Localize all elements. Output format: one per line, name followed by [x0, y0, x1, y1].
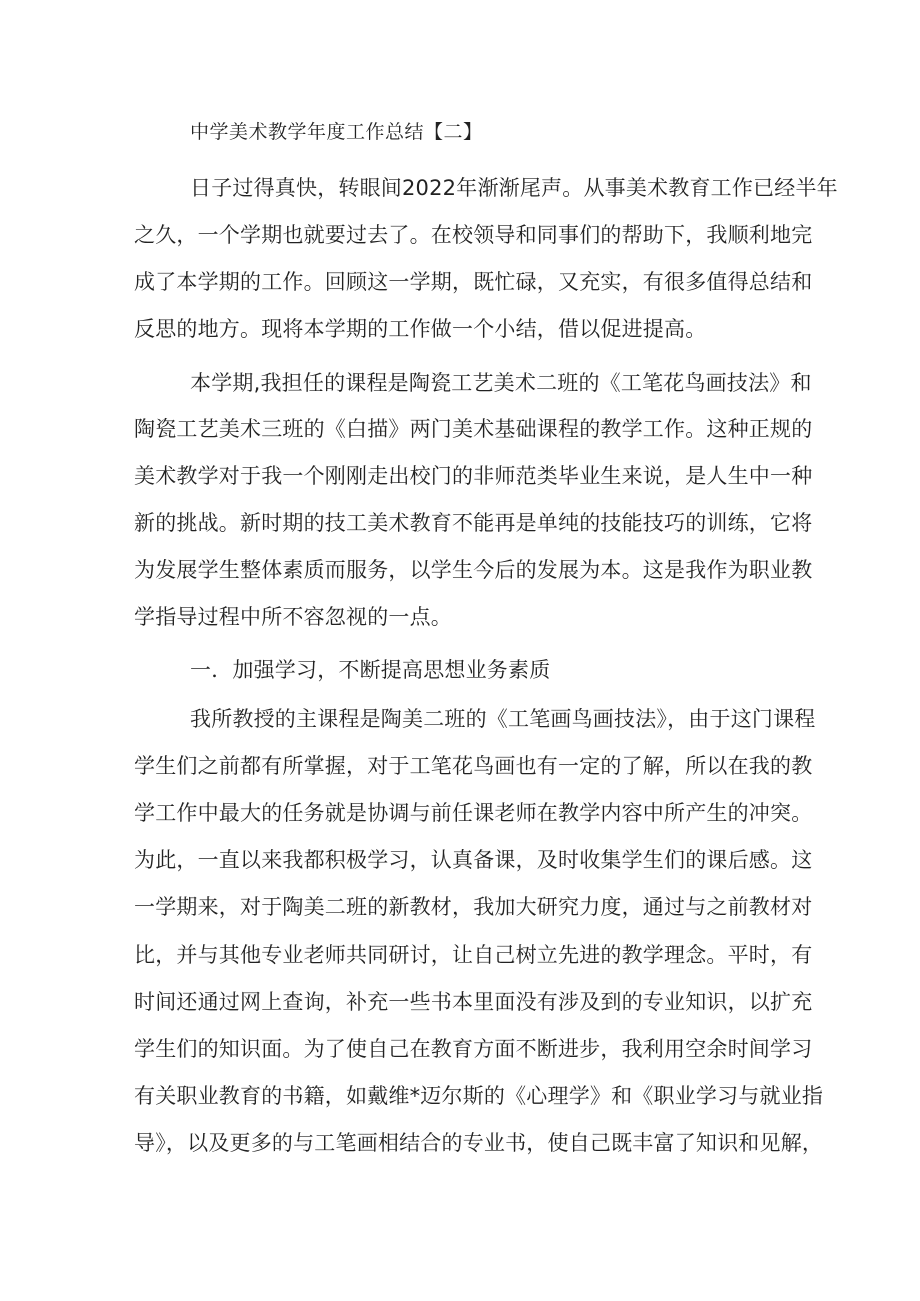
paragraph-line: 日子过得真快，转眼间2022年渐渐尾声。从事美术教育工作已经半年 — [190, 176, 838, 200]
paragraph-line: 美术教学对于我一个刚刚走出校门的非师范类毕业生来说，是人生中一种 — [134, 464, 813, 488]
paragraph-line: 比，并与其他专业老师共同研讨，让自己树立先进的教学理念。平时，有 — [134, 943, 813, 967]
paragraph-line: 为发展学生整体素质而服务，以学生今后的发展为本。这是我作为职业教 — [134, 558, 813, 582]
paragraph-line: 本学期,我担任的课程是陶瓷工艺美术二班的《工笔花鸟画技法》和 — [190, 371, 812, 395]
paragraph-line: 学生们之前都有所掌握，对于工笔花鸟画也有一定的了解，所以在我的教 — [134, 754, 813, 778]
paragraph-line: 为此，一直以来我都积极学习，认真备课，及时收集学生们的课后感。这 — [134, 848, 813, 872]
paragraph-line: 之久，一个学期也就要过去了。在校领导和同事们的帮助下，我顺利地完 — [134, 223, 813, 247]
paragraph-line: 反思的地方。现将本学期的工作做一个小结，借以促进提高。 — [134, 317, 707, 341]
paragraph-line: 陶瓷工艺美术三班的《白描》两门美术基础课程的教学工作。这种正规的 — [134, 417, 813, 441]
paragraph-line: 导》，以及更多的与工笔画相结合的专业书，使自己既丰富了知识和见解， — [134, 1131, 824, 1155]
paragraph-line: 时间还通过网上查询，补充一些书本里面没有涉及到的专业知识，以扩充 — [134, 990, 813, 1014]
paragraph-line: 学工作中最大的任务就是协调与前任课老师在教学内容中所产生的冲突。 — [134, 801, 813, 825]
paragraph-line: 成了本学期的工作。回顾这一学期，既忙碌，又充实，有很多值得总结和 — [134, 270, 813, 294]
paragraph-line: 新的挑战。新时期的技工美术教育不能再是单纯的技能技巧的训练，它将 — [134, 511, 813, 535]
paragraph-line: 我所教授的主课程是陶美二班的《工笔画鸟画技法》，由于这门课程 — [190, 707, 816, 731]
paragraph-line: 有关职业教育的书籍，如戴维*迈尔斯的《心理学》和《职业学习与就业指 — [134, 1084, 824, 1108]
section-heading-text: 一．加强学习，不断提高思想业务素质 — [190, 658, 551, 682]
paragraph-line: 学生们的知识面。为了使自己在教育方面不断进步，我利用空余时间学习 — [134, 1037, 813, 1061]
document-title: 中学美术教学年度工作总结【二】 — [190, 121, 483, 143]
paragraph-line: 学指导过程中所不容忽视的一点。 — [134, 605, 452, 629]
paragraph-line: 一学期来，对于陶美二班的新教材，我加大研究力度，通过与之前教材对 — [134, 895, 813, 919]
